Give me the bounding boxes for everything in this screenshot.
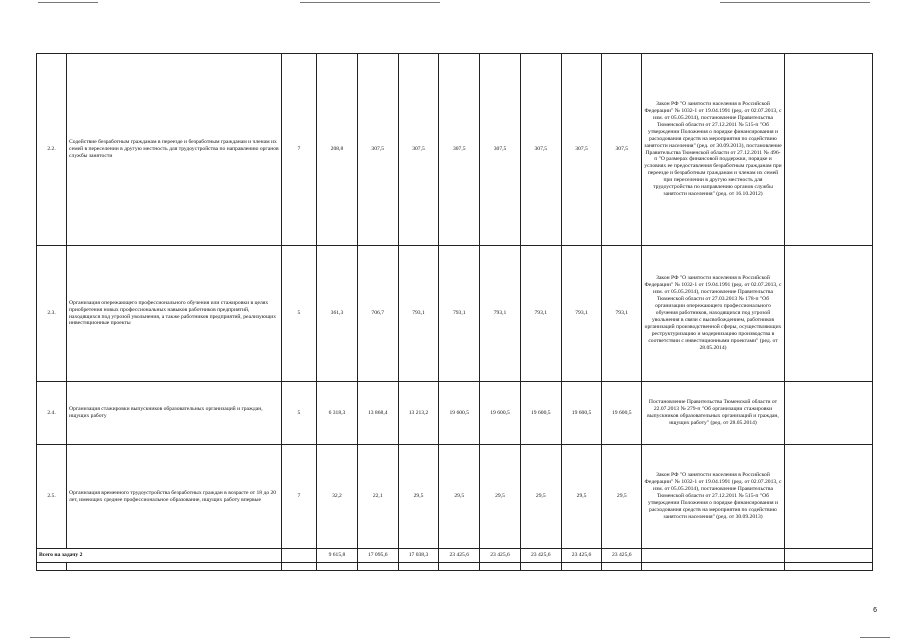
scan-mark-top xyxy=(720,2,870,3)
total-value: 17 095,6 xyxy=(357,549,398,563)
scan-mark-bottom xyxy=(860,637,890,638)
row-empty-cell xyxy=(784,445,872,549)
row-value: 13 213,2 xyxy=(398,382,439,445)
row-value: 307,5 xyxy=(480,54,521,246)
total-value: 23 425,6 xyxy=(439,549,480,563)
row-value: 6 318,3 xyxy=(317,382,358,445)
total-value: 9 615,8 xyxy=(317,549,358,563)
row-count: 7 xyxy=(281,54,316,246)
total-empty-cell xyxy=(281,549,316,563)
total-value: 23 425,6 xyxy=(561,549,602,563)
total-value: 23 425,6 xyxy=(520,549,561,563)
row-value: 793,1 xyxy=(480,246,521,382)
row-value: 307,5 xyxy=(520,54,561,246)
row-value: 793,1 xyxy=(561,246,602,382)
total-row xyxy=(37,549,873,563)
row-value: 307,5 xyxy=(357,54,398,246)
row-value: 706,7 xyxy=(357,246,398,382)
row-description: Содействие безработным гражданам в переезде и безработным гражданам и членам их семей в переселении в другую местность для трудоустройства по направлению органов службы занятости xyxy=(67,54,282,246)
table-row xyxy=(37,445,873,549)
row-empty-cell xyxy=(784,54,872,246)
page-number: 6 xyxy=(873,607,877,614)
row-value: 19 600,5 xyxy=(561,382,602,445)
row-value: 307,5 xyxy=(602,54,642,246)
row-value: 307,5 xyxy=(561,54,602,246)
row-number: 2.2. xyxy=(37,54,67,246)
row-value: 19 600,5 xyxy=(602,382,642,445)
row-value: 208,8 xyxy=(317,54,358,246)
row-value: 19 600,5 xyxy=(439,382,480,445)
row-value: 13 868,4 xyxy=(357,382,398,445)
total-empty-cell xyxy=(642,549,785,563)
row-value: 29,5 xyxy=(398,445,439,549)
row-count: 5 xyxy=(281,246,316,382)
row-value: 793,1 xyxy=(439,246,480,382)
table-row xyxy=(37,382,873,445)
row-number: 2.4. xyxy=(37,382,67,445)
row-count: 7 xyxy=(281,445,316,549)
row-description: Организация временного трудоустройства безработных граждан в возрасте от 18 до 20 лет, имеющих среднее профессиональное образование, ищущих работу впервые xyxy=(67,445,282,549)
total-value: 17 038,3 xyxy=(398,549,439,563)
row-value: 29,5 xyxy=(602,445,642,549)
row-value: 793,1 xyxy=(398,246,439,382)
row-value: 19 600,5 xyxy=(520,382,561,445)
row-description: Организация стажировки выпускников образовательных организаций и граждан, ищущих работу xyxy=(67,382,282,445)
row-value: 307,5 xyxy=(439,54,480,246)
row-value: 29,5 xyxy=(480,445,521,549)
row-value: 793,1 xyxy=(520,246,561,382)
row-value: 22,1 xyxy=(357,445,398,549)
scan-mark-top xyxy=(300,2,440,3)
program-table xyxy=(36,53,873,571)
empty-row xyxy=(37,563,873,571)
total-value: 23 425,6 xyxy=(602,549,642,563)
total-value: 23 425,6 xyxy=(480,549,521,563)
row-description: Организация опережающего профессионального обучения или стажировки в целях приобретения новых профессиональных навыков работников предприятий, находящихся под угрозой увольнения, а также работников предприятий, реализующих инвестиционные проекты xyxy=(67,246,282,382)
row-value: 29,5 xyxy=(520,445,561,549)
row-empty-cell xyxy=(784,382,872,445)
row-legal-basis: Закон РФ "О занятости населения в Российской Федерации" № 1032-1 от 19.04.1991 (ред. от 02.07.2013, с изм. от 05.05.2014), постановление Правительства Тюменской области от 27.12.2011 № 515-п "Об утверждении Положения о порядке финансирования и расходования средств на мероприятия по содействию занятости населения" (ред. от 30.09.2013) xyxy=(642,445,785,549)
row-empty-cell xyxy=(784,246,872,382)
table-row xyxy=(37,246,873,382)
scan-mark-bottom xyxy=(30,637,70,638)
total-label: Всего на задачу 2 xyxy=(37,549,282,563)
row-value: 29,5 xyxy=(439,445,480,549)
row-value: 19 600,5 xyxy=(480,382,521,445)
row-legal-basis: Закон РФ "О занятости населения в Российской Федерации" № 1032-1 от 19.04.1991 (ред. от 02.07.2013, с изм. от 05.05.2014), постановление Правительства Тюменской области от 27.12.2011 № 515-п "Об утверждении Положения о порядке финансирования и расходования средств на мероприятия по содействию занятости населения" (ред. от 30.09.2013), постановление Правительства Тюменской области от 27.12.2011 № 496-п "О размерах финансовой поддержки, порядке и условиях ее предоставления безработным гражданам при переезде и безработным гражданам и членам их семей при переселении в другую местность для трудоустройства по направлению органов службы занятости населения" (ред. от 16.10.2012) xyxy=(642,54,785,246)
row-count: 5 xyxy=(281,382,316,445)
row-legal-basis: Закон РФ "О занятости населения в Российской Федерации" № 1032-1 от 19.04.1991 (ред. от 02.07.2013, с изм. от 05.05.2014), постановление Правительства Тюменской области от 27.03.2013 № 178-п "Об организации опережающего профессионального обучения работников, находящихся под угрозой увольнения в связи с высвобождением, работников организаций производственной сферы, осуществляющих реструктуризацию и модернизацию производства в соответствии с инвестиционными проектами" (ред. от 28.05.2014) xyxy=(642,246,785,382)
row-number: 2.3. xyxy=(37,246,67,382)
row-value: 29,5 xyxy=(561,445,602,549)
table-row xyxy=(37,54,873,246)
row-number: 2.5. xyxy=(37,445,67,549)
row-legal-basis: Постановление Правительства Тюменской области от 22.07.2013 № 279-п "Об организации стажировки выпускников образовательных организаций и граждан, ищущих работу" (ред. от 28.05.2014) xyxy=(642,382,785,445)
scan-mark-top xyxy=(38,2,98,3)
row-value: 361,3 xyxy=(317,246,358,382)
row-value: 32,2 xyxy=(317,445,358,549)
row-value: 307,5 xyxy=(398,54,439,246)
total-empty-cell xyxy=(784,549,872,563)
row-value: 793,1 xyxy=(602,246,642,382)
